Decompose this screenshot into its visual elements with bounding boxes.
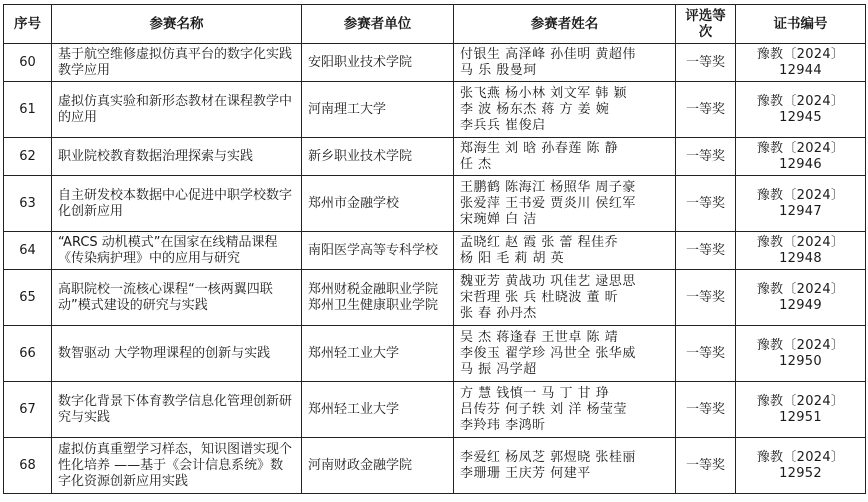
row-index: 62 [4,138,52,176]
row-participants [454,82,676,138]
row-cert: 豫教〔2024〕12950 [736,326,866,382]
row-index: 65 [4,270,52,326]
unit-line: 河南财政金融学院 [308,457,413,473]
unit-line: 郑州财税金融职业学院 [308,281,439,297]
participant-line: 李珊珊 王庆芳 何建平 [460,465,591,481]
row-index: 64 [4,232,52,270]
row-cert: 豫教〔2024〕12944 [736,44,866,82]
row-participants [454,44,676,82]
unit-line: 新乡职业技术学院 [308,148,413,164]
row-cert: 豫教〔2024〕12952 [736,438,866,494]
participant-line: 宋琬婵 白 洁 [460,211,537,227]
participant-line: 孟晓红 赵 霞 张 蕾 程佳乔 [460,234,619,250]
row-project: 高职院校一流核心课程“一核两翼四联动”模式建设的研究与实践 [52,270,302,326]
row-index: 68 [4,438,52,494]
participant-line: 李羚玮 李鸿昕 [460,417,546,433]
table-row [4,438,866,494]
award-table [3,4,866,494]
participant-line: 付银生 高泽峰 孙佳明 黄超伟 [460,46,636,62]
participant-line: 张爱萍 王书爱 贾炎川 侯红军 [460,195,636,211]
row-index: 63 [4,176,52,232]
table-row [4,82,866,138]
row-award: 一等奖 [676,138,736,176]
participant-line: 吕传芬 何子轶 刘 洋 杨莹莹 [460,401,628,417]
header-project: 参赛名称 [52,5,302,44]
row-cert: 豫教〔2024〕12949 [736,270,866,326]
unit-line: 郑州卫生健康职业学院 [308,297,439,313]
row-award: 一等奖 [676,176,736,232]
participant-line: 方 慧 钱慎一 马 丁 甘 琤 [460,385,610,401]
row-award: 一等奖 [676,82,736,138]
participant-line: 吴 杰 蒋逢春 王世卓 陈 靖 [460,329,619,345]
row-index: 66 [4,326,52,382]
row-index: 67 [4,382,52,438]
unit-line: 郑州轻工业大学 [308,401,400,417]
row-cert: 豫教〔2024〕12947 [736,176,866,232]
row-participants [454,438,676,494]
unit-line: 安阳职业技术学院 [308,54,413,70]
unit-line: 南阳医学高等专科学校 [308,242,439,258]
participant-line: 任 杰 [460,156,492,172]
table-row [4,270,866,326]
row-cert: 豫教〔2024〕12951 [736,382,866,438]
header-cert: 证书编号 [736,5,866,44]
participant-line: 王鹏鹤 陈海江 杨照华 周子豪 [460,179,636,195]
row-award: 一等奖 [676,326,736,382]
participant-line: 魏亚芳 黄战功 巩佳艺 逯思思 [460,273,636,289]
participant-line: 张飞燕 杨小林 刘文军 韩 颖 [460,85,628,101]
table-row [4,176,866,232]
header-award: 评选等次 [676,5,736,44]
row-participants [454,382,676,438]
participant-line: 李爱红 杨凤芝 郭煜晓 张桂丽 [460,449,636,465]
row-project: 数智驱动 大学物理课程的创新与实践 [52,326,302,382]
participant-line: 杨 阳 毛 莉 胡 英 [460,250,565,266]
row-participants [454,326,676,382]
row-participants [454,138,676,176]
row-award: 一等奖 [676,44,736,82]
row-unit [302,326,454,382]
table-row [4,44,866,82]
row-project: 虚拟仿真实验和新形态教材在课程教学中的应用 [52,82,302,138]
header-index: 序号 [4,5,52,44]
row-unit [302,44,454,82]
row-project: “ARCS 动机模式”在国家在线精品课程《传染病护理》中的应用与研究 [52,232,302,270]
row-participants [454,176,676,232]
row-unit [302,82,454,138]
row-cert: 豫教〔2024〕12948 [736,232,866,270]
row-unit [302,438,454,494]
participant-line: 马 乐 殷曼珂 [460,62,537,78]
participant-line: 李 波 杨东杰 蒋 方 姜 婉 [460,101,610,117]
row-project: 自主研发校本数据中心促进中职学校数字化创新应用 [52,176,302,232]
table-row [4,138,866,176]
row-award: 一等奖 [676,232,736,270]
row-project: 职业院校教育数据治理探索与实践 [52,138,302,176]
unit-line: 郑州轻工业大学 [308,345,400,361]
row-cert: 豫教〔2024〕12946 [736,138,866,176]
participant-line: 郑海生 刘 晗 孙春莲 陈 静 [460,140,619,156]
row-award: 一等奖 [676,382,736,438]
row-project: 基于航空维修虚拟仿真平台的数字化实践教学应用 [52,44,302,82]
table-row [4,326,866,382]
row-project: 数字化背景下体育教学信息化管理创新研究与实践 [52,382,302,438]
unit-line: 郑州市金融学校 [308,195,400,211]
participant-line: 李俊玉 翟学珍 冯世全 张华威 [460,345,636,361]
participant-line: 宋哲理 张 兵 杜晓波 董 昕 [460,289,619,305]
row-cert: 豫教〔2024〕12945 [736,82,866,138]
row-participants [454,232,676,270]
header-names: 参赛者姓名 [454,5,676,44]
table-header-row [4,5,866,44]
row-unit [302,232,454,270]
participant-line: 李兵兵 崔俊启 [460,117,546,133]
row-participants [454,270,676,326]
row-unit [302,270,454,326]
row-unit [302,176,454,232]
row-index: 61 [4,82,52,138]
row-award: 一等奖 [676,270,736,326]
row-unit [302,138,454,176]
unit-line: 河南理工大学 [308,101,387,117]
row-index: 60 [4,44,52,82]
row-award: 一等奖 [676,438,736,494]
participant-line: 张 春 孙丹杰 [460,305,537,321]
header-unit: 参赛者单位 [302,5,454,44]
table-row [4,382,866,438]
row-unit [302,382,454,438]
table-row [4,232,866,270]
participant-line: 马 振 冯学超 [460,361,537,377]
row-project: 虚拟仿真重塑学习样态，知识图谱实现个性化培养 ——基于《会计信息系统》数字化资源创新应用实践 [52,438,302,494]
